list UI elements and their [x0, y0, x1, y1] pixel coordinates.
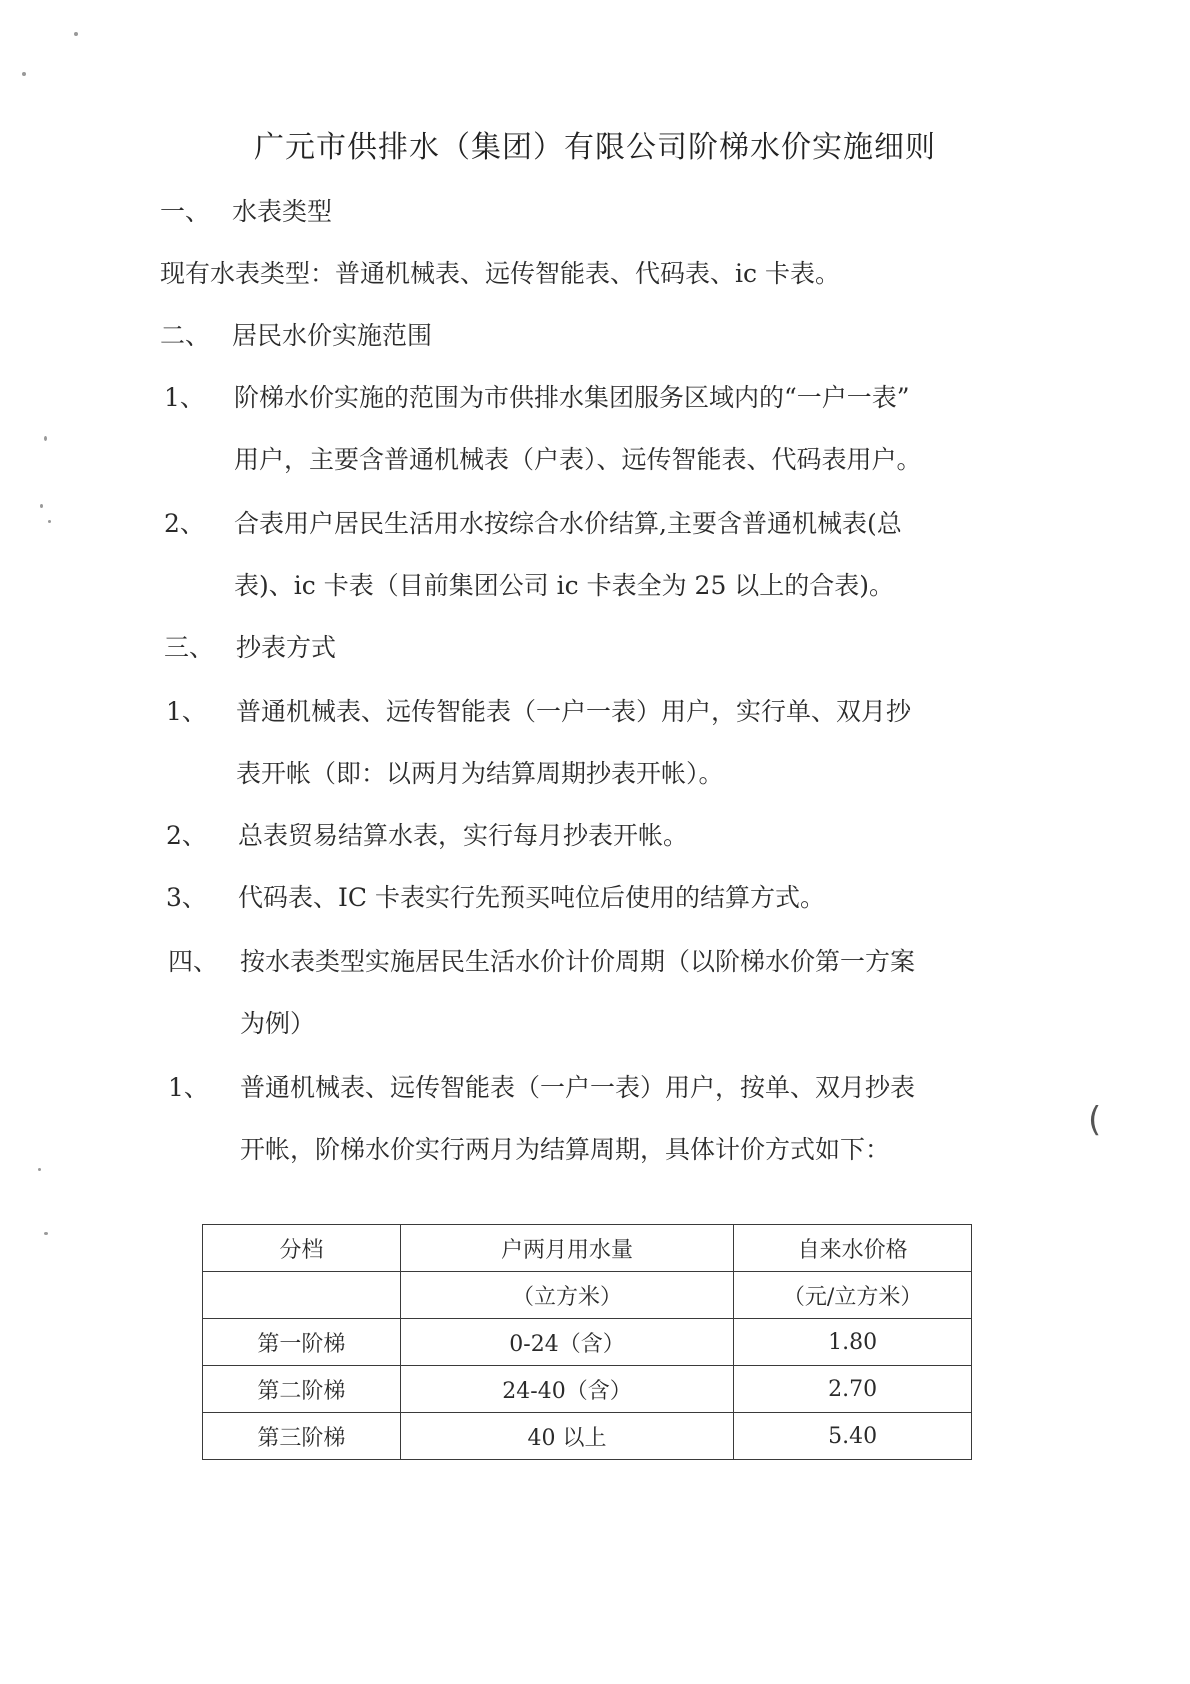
section-heading: 抄表方式 [236, 633, 337, 662]
table-cell: （元/立方米） [734, 1272, 972, 1319]
table-header-cell: 自来水价格 [734, 1225, 972, 1272]
table-cell: 第一阶梯 [203, 1319, 401, 1366]
water-price-table [202, 1224, 972, 1460]
item-number: 1、 [168, 1073, 209, 1102]
scan-speck [44, 436, 47, 441]
paragraph-line: 普通机械表、远传智能表（一户一表）用户，按单、双月抄表 [240, 1073, 916, 1102]
document-title: 广元市供排水（集团）有限公司阶梯水价实施细则 [254, 130, 936, 165]
table-units-row [203, 1272, 972, 1319]
paragraph-line: 按水表类型实施居民生活水价计价周期（以阶梯水价第一方案 [240, 947, 916, 976]
table-cell [203, 1272, 401, 1319]
table-header-row [203, 1225, 972, 1272]
item-number: 3、 [166, 883, 207, 912]
paragraph-line: 普通机械表、远传智能表（一户一表）用户，实行单、双月抄 [236, 697, 912, 726]
section-heading: 居民水价实施范围 [232, 321, 433, 350]
table-header-cell: 分档 [203, 1225, 401, 1272]
paragraph-line: 阶梯水价实施的范围为市供排水集团服务区域内的“一户一表” [234, 383, 910, 412]
table-cell: 第二阶梯 [203, 1366, 401, 1413]
table-cell: 2.70 [734, 1366, 972, 1413]
section-number: 四、 [168, 947, 219, 976]
table-header-cell: 户两月用水量 [400, 1225, 734, 1272]
table-cell: 第三阶梯 [203, 1413, 401, 1460]
paragraph-line: 现有水表类型：普通机械表、远传智能表、代码表、ic 卡表。 [160, 259, 840, 288]
table-row [203, 1366, 972, 1413]
table-cell: 1.80 [734, 1319, 972, 1366]
section-heading: 水表类型 [232, 197, 333, 226]
scan-speck [44, 1232, 48, 1235]
scan-speck [38, 1168, 41, 1171]
table-cell: 0-24（含） [400, 1319, 734, 1366]
table-cell: 24-40（含） [400, 1366, 734, 1413]
table-row [203, 1413, 972, 1460]
scan-speck [22, 72, 26, 76]
table-row [203, 1319, 972, 1366]
scan-speck [48, 520, 51, 523]
section-number: 二、 [160, 321, 211, 350]
table-cell: （立方米） [400, 1272, 734, 1319]
table-cell: 40 以上 [400, 1413, 734, 1460]
section-number: 三、 [164, 633, 215, 662]
scan-speck [74, 32, 78, 36]
item-number: 1、 [164, 383, 205, 412]
paragraph-line: 代码表、IC 卡表实行先预买吨位后使用的结算方式。 [238, 883, 825, 912]
paragraph-line: 总表贸易结算水表，实行每月抄表开帐。 [238, 821, 689, 850]
item-number: 2、 [166, 821, 207, 850]
item-number: 1、 [166, 697, 207, 726]
paragraph-line: 表)、ic 卡表（目前集团公司 ic 卡表全为 25 以上的合表)。 [234, 571, 895, 600]
paragraph-line: 开帐，阶梯水价实行两月为结算周期，具体计价方式如下： [240, 1135, 891, 1164]
paragraph-line: 用户，主要含普通机械表（户表）、远传智能表、代码表用户。 [234, 445, 922, 474]
paragraph-line: 为例） [240, 1009, 316, 1038]
section-number: 一、 [160, 197, 211, 226]
item-number: 2、 [164, 509, 205, 538]
paragraph-line: 合表用户居民生活用水按综合水价结算,主要含普通机械表(总 [234, 509, 902, 538]
paragraph-line: 表开帐（即：以两月为结算周期抄表开帐）。 [236, 759, 724, 788]
table-cell: 5.40 [734, 1413, 972, 1460]
scan-speck [40, 504, 43, 508]
pen-mark: ( [1088, 1100, 1102, 1140]
